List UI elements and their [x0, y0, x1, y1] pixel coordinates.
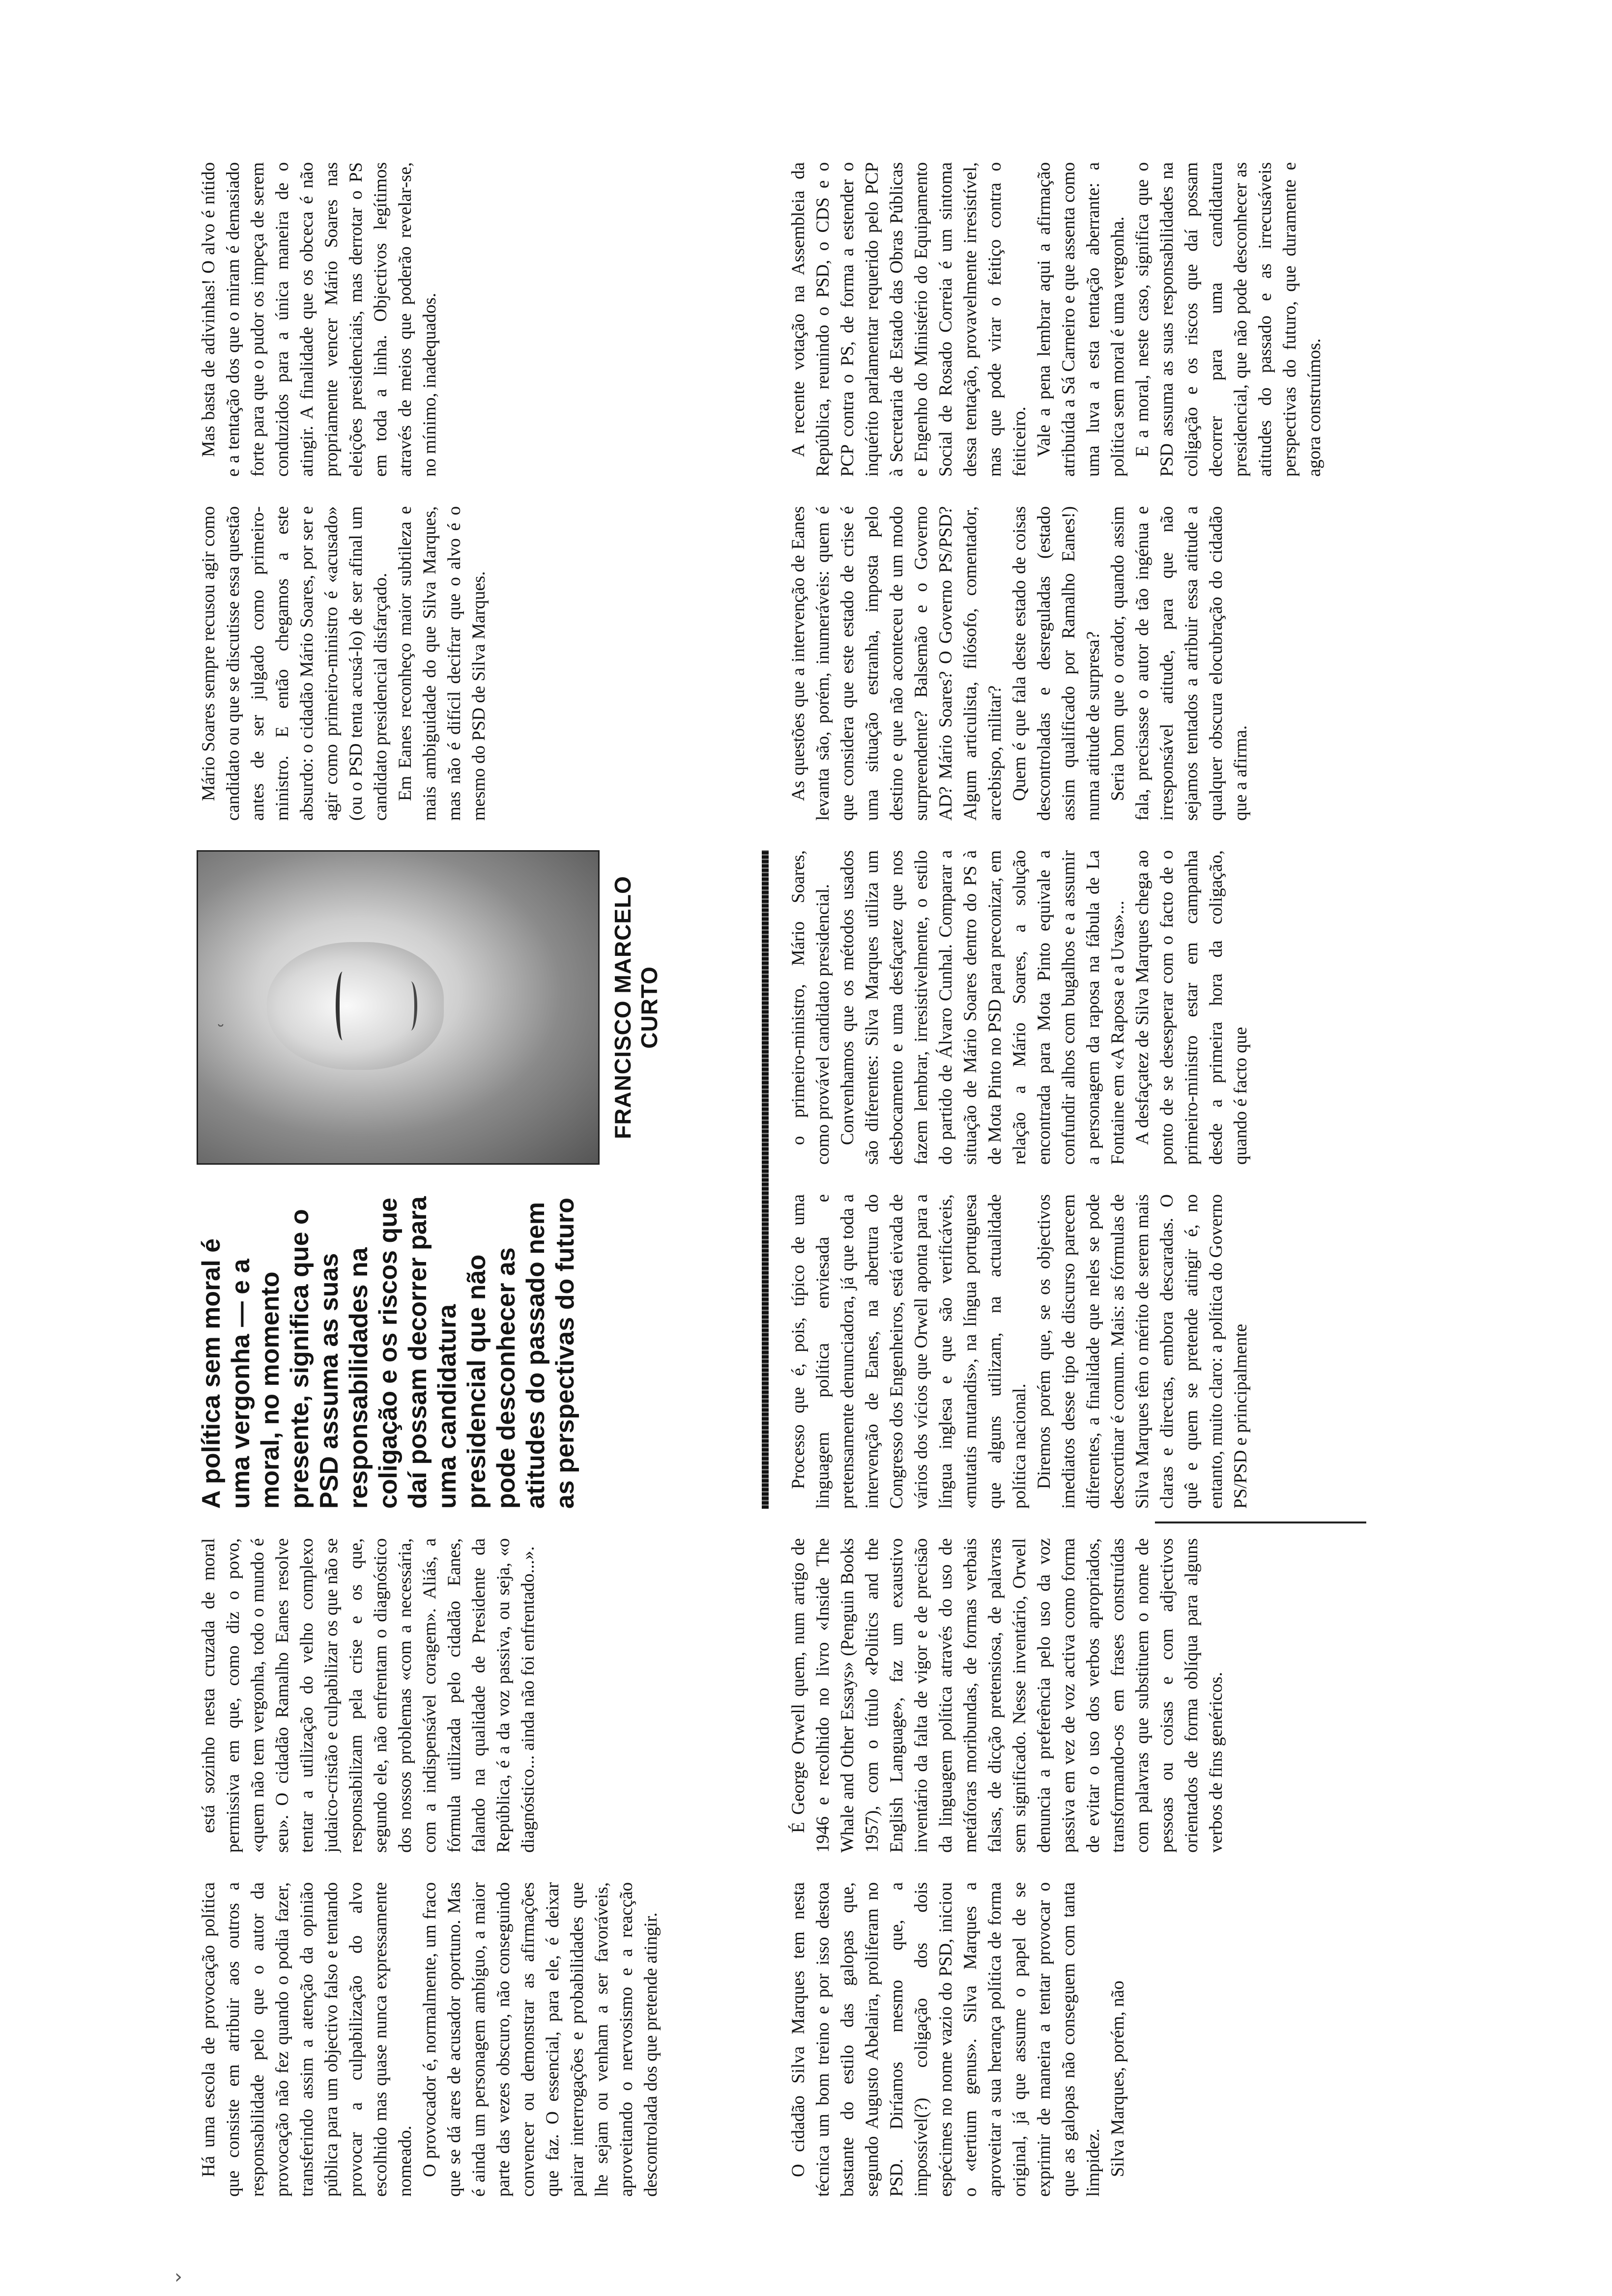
portrait-eyes: [336, 972, 349, 1040]
article-column-3-bottom: [786, 1194, 1381, 1509]
paragraph: Seria bom que o orador, quando assim fala, precisasse o autor de tão ingénua e irresponsável atitude, para que não sejamos tentados a atribuir essa atitude a qualquer obscura elocubração do cidadão que a afirma.: [1108, 506, 1251, 821]
author-byline: FRANCISCO MARCELO CURTO: [610, 876, 662, 1139]
scan-mark: ˘: [216, 1022, 225, 1042]
article-column-1-bottom: [786, 1882, 1381, 2197]
paragraph: Mas basta de adivinhas! O alvo é nítido e a tentação dos que o miram é demasiado forte para que o pudor os impeça de serem conduzidos para a única maneira de o atingir. A finalidade que os obceca é não propriamente vencer Mário Soares nas eleições presidenciais, mas derrotar o PS em toda a linha. Objectivos legítimos através de meios que poderão revelar-se, no mínimo, inadequados.: [199, 162, 440, 477]
article-column-2-top: [197, 1538, 762, 1853]
paragraph: O provocador é, normalmente, um fraco que se dá ares de acusador oportuno. Mas é ainda um personagem ambíguo, a maior parte das vezes obscuro, não conseguindo convencer ou demonstrar as afirmações que faz. O essencial, para ele, é deixar pairar interrogações e probabilidades que lhe sejam ou venham a ser favoráveis, aproveitando o nervosismo e a reacção descontrolada dos que pretende atingir.: [420, 1882, 661, 2197]
scan-mark: ›: [174, 2266, 182, 2288]
article-column-4-bottom: [786, 850, 1381, 1165]
paragraph: O cidadão Silva Marques tem nesta técnica um bom treino e por isso destoa bastante do estilo das galopas que, segundo Augusto Abelaira, proliferam no PSD. Diríamos mesmo que, a impossível(?) coligação dos dois espécimes no nome vazio do PSD, iniciou o «tertium genus». Silva Marques a aproveitar a sua herança política de forma original, já que assume o papel de se exprimir de maneira a tentar provocar o que as galopas não conseguem com tanta limpidez.: [788, 1882, 1103, 2197]
article-column-1-top: [197, 1882, 762, 2197]
paragraph: Processo que é, pois, típico de uma linguagem política enviesada e pretensamente denunciadora, já que toda a intervenção de Eanes, na abertura do Congresso dos Engenheiros, está eivada de vários dos vícios que Orwell aponta para a língua inglesa e que são verificáveis, «mutatis mutandis», na língua portuguesa que alguns utilizam, na actualidade política nacional.: [788, 1194, 1030, 1509]
paragraph: Vale a pena lembrar aqui a afirmação atribuída a Sá Carneiro e que assenta como uma luva a esta tentação aberrante: a política sem moral é uma vergonha.: [1034, 162, 1128, 477]
newspaper-clipping: [177, 54, 1435, 2197]
paragraph: E a moral, neste caso, significa que o PSD assuma as suas responsabilidades na coligação e os riscos que daí possam decorrer para uma candidatura presidencial, que não pode desconhecer as atitudes do passado e as irrecusáveis perspectivas do futuro, que duramente e agora construímos.: [1132, 162, 1324, 477]
paragraph: A desfaçatez de Silva Marques chega ao ponto de se desesperar com o facto de o primeiro-ministro estar em campanha desde a primeira hora da coligação, quando é facto que: [1132, 850, 1251, 1165]
pull-quote: A política sem moral é uma vergonha — e a moral, no momento presente, significa que o PSD assuma as suas responsabilidades na coligação e os riscos que daí possam decorrer para uma candidatura presidencial que não pode desconhecer as atitudes do passado nem as perspectivas do futuro: [197, 1196, 579, 1509]
article-column-6-top: [197, 162, 762, 477]
decorative-rule: [762, 850, 769, 1509]
article-column-5-top: [197, 506, 762, 821]
article-column-5-bottom: [786, 506, 1381, 821]
column-divider: [1155, 1521, 1366, 1523]
paragraph: A recente votação na Assembleia da República, reunindo o PSD, o CDS e o PCP contra o PS, de forma a estender o inquérito parlamentar requerido pelo PCP à Secretaria de Estado das Obras Públicas e Engenho do Ministério do Equipamento Social de Rosado Correia é um sintoma dessa tentação, provavelmente irresistível, mas que pode virar o feitiço contra o feiticeiro.: [788, 162, 1030, 477]
paragraph: Diremos porém que, se os objectivos imediatos desse tipo de discurso parecem diferentes, a finalidade que neles se pode descortinar é comum. Mais: as fórmulas de Silva Marques têm o mérito de serem mais claras e directas, embora descaradas. O quê e quem se pretende atingir é, no entanto, muito claro: a política do Governo PS/PSD e principalmente: [1034, 1194, 1251, 1509]
paragraph: Convenhamos que os métodos usados são diferentes: Silva Marques utiliza um desbocamento e uma desfaçatez que nos fazem lembrar, irresistivelmente, o estilo do partido de Álvaro Cunhal. Comparar a situação de Mário Soares dentro do PS à de Mota Pinto no PSD para preconizar, em relação a Mário Soares, a solução encontrada para Mota Pinto equivale a confundir alhos com bugalhos e a assumir a personagem da raposa na fábula de La Fontaine em «A Raposa e a Uvas»...: [837, 850, 1128, 1165]
author-photo: [197, 850, 600, 1165]
paragraph: Há uma escola de provocação política que consiste em atribuir aos outros a responsabilidade pelo que o autor da provocação não fez quando o podia fazer, transferindo assim a atenção da opinião pública para um objectivo falso e tentando provocar a culpabilização do alvo escolhido mas quase nunca expressamente nomeado.: [199, 1882, 415, 2197]
paragraph: Quem é que fala deste estado de coisas descontroladas e desreguladas (estado assim qualificado por Ramalho Eanes!) numa atitude de surpresa?: [1009, 506, 1103, 821]
paragraph: É George Orwell quem, num artigo de 1946 e recolhido no livro «Inside The Whale and Other Essays» (Penguin Books 1957), com o título «Politics and the English Language», faz um exaustivo inventário da falta de vigor e de precisão da linguagem política através do uso de metáforas moribundas, de formas verbais falsas, de dicção pretensiosa, de palavras sem significado. Nesse inventário, Orwell denuncia a preferência pelo uso da voz passiva em vez de voz activa como forma de evitar o uso dos verbos apropriados, transformando-os em frases construídas com palavras que substituem o nome de pessoas ou coisas e com adjectivos orientados de forma oblíqua para alguns verbos de fins genéricos.: [788, 1538, 1226, 1853]
paragraph: As questões que a intervenção de Eanes levanta são, porém, inumeráveis: quem é que considera que este estado de crise é uma situação estranha, imposta pelo destino e que não aconteceu de um modo surpreendente? Balsemão e o Governo AD? Mário Soares? O Governo PS/PSD? Algum articulista, filósofo, comentador, arcebispo, militar?: [788, 506, 1005, 821]
paragraph: Mário Soares sempre recusou agir como candidato ou que se discutisse essa questão antes de ser julgado como primeiro-ministro. E então chegamos a este absurdo: o cidadão Mário Soares, por ser e agir como primeiro-ministro é «acusado» (ou o PSD tenta acusá-lo) de ser afinal um candidato presidencial disfarçado.: [199, 506, 391, 821]
paragraph: Em Eanes reconheço maior subtileza e mais ambiguidade do que Silva Marques, mas não é difícil decifrar que o alvo é o mesmo do PSD de Silva Marques.: [395, 506, 489, 821]
article-column-6-bottom: [786, 162, 1381, 477]
paragraph: está sozinho nesta cruzada de moral permissiva em que, como diz o povo, «quem não tem vergonha, todo o mundo é seu». O cidadão Ramalho Eanes resolve tentar a utilização do velho complexo judaico-cristão e culpabilizar os que não se responsabilizam pela crise e os que, segundo ele, não enfrentam o diagnóstico dos nossos problemas «com a necessária, com a indispensável coragem». Aliás, a fórmula utilizada pelo cidadão Eanes, falando na qualidade de Presidente da República, é a da voz passiva, ou seja, «o diagnóstico... ainda não foi enfrentado...».: [199, 1538, 538, 1853]
paragraph: Silva Marques, porém, não: [1108, 1980, 1128, 2177]
article-column-2-bottom: [786, 1538, 1381, 1853]
paragraph: o primeiro-ministro, Mário Soares, como provável candidato presidencial.: [788, 850, 833, 1165]
portrait-face: [267, 942, 444, 1070]
portrait-mouth: [404, 981, 417, 1031]
